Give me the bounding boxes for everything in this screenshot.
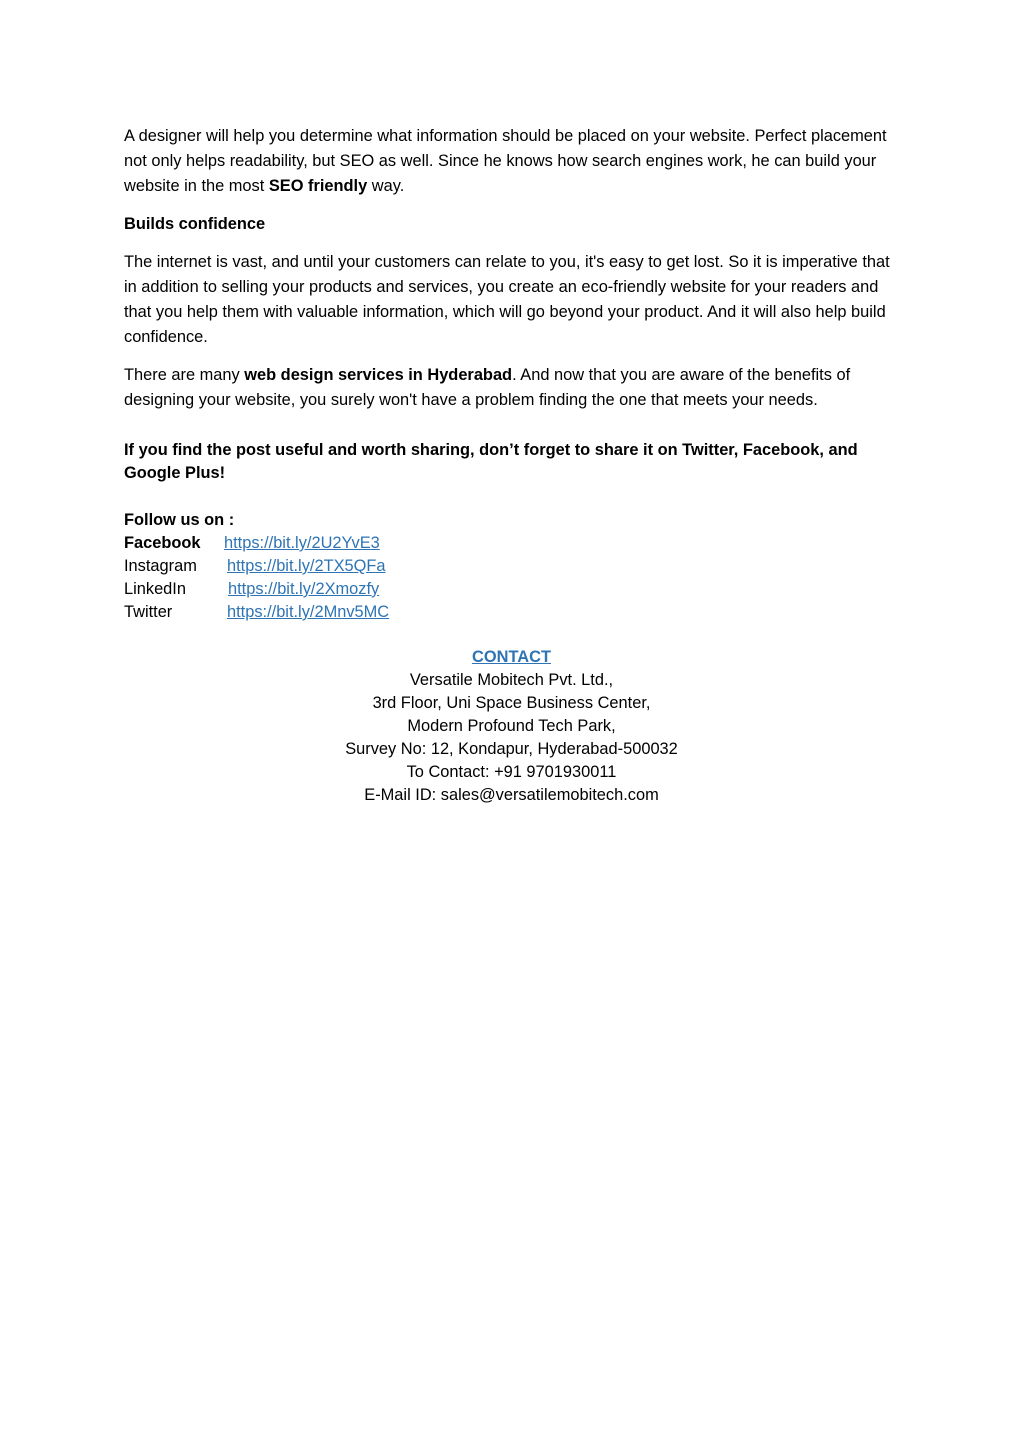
- services-bold-link-text: web design services in Hyderabad: [244, 366, 513, 384]
- social-row-linkedin: [124, 578, 899, 601]
- social-name-facebook: Facebook: [124, 534, 201, 552]
- social-link-facebook[interactable]: https://bit.ly/2U2YvE3: [224, 534, 380, 552]
- share-call-to-action: If you find the post useful and worth sharing, don’t forget to share it on Twitter, Facebook, and Google Plus!: [124, 441, 858, 482]
- document-body: [124, 124, 899, 624]
- contact-phone: To Contact: +91 9701930011: [406, 763, 617, 781]
- follow-heading: Follow us on :: [124, 511, 235, 529]
- intro-bold-seo: SEO friendly: [268, 177, 368, 195]
- confidence-paragraph: The internet is vast, and until your customers can relate to you, it's easy to get lost. So it is imperative that in addition to selling your products and services, you create an eco-friendly website for your readers and that you help them with valuable information, which will go beyond your product. And it will also help build confidence.: [124, 253, 890, 346]
- social-name-twitter: Twitter: [124, 603, 173, 621]
- services-text-after: . And now that you are aware of the benefits of designing your website, you surely won't have a problem finding the one that meets your needs.: [124, 366, 851, 409]
- social-link-instagram[interactable]: https://bit.ly/2TX5QFa: [227, 557, 386, 575]
- social-link-linkedin[interactable]: https://bit.ly/2Xmozfy: [228, 580, 380, 598]
- social-name-linkedin: LinkedIn: [124, 580, 186, 598]
- social-row-facebook: [124, 532, 899, 555]
- intro-text-after: way.: [367, 177, 405, 195]
- social-link-twitter[interactable]: https://bit.ly/2Mnv5MC: [227, 603, 390, 621]
- contact-email: E-Mail ID: sales@versatilemobitech.com: [364, 786, 659, 804]
- contact-title-link[interactable]: CONTACT: [472, 648, 551, 666]
- contact-company: Versatile Mobitech Pvt. Ltd.,: [409, 671, 614, 689]
- social-row-twitter: [124, 601, 899, 624]
- social-row-instagram: [124, 555, 899, 578]
- contact-address-survey: Survey No: 12, Kondapur, Hyderabad-500032: [345, 740, 678, 758]
- contact-block: [0, 646, 1023, 807]
- section-heading: Builds confidence: [124, 215, 266, 233]
- contact-address-floor: 3rd Floor, Uni Space Business Center,: [372, 694, 651, 712]
- social-name-instagram: Instagram: [124, 557, 197, 575]
- services-paragraph: [124, 363, 899, 413]
- intro-paragraph: [124, 124, 899, 199]
- services-text-before: There are many: [124, 366, 245, 384]
- intro-text-before: A designer will help you determine what information should be placed on your website. Perfect placement not only helps readability, but SEO as well. Since he knows how search engines work, he can build your website in the most: [124, 127, 887, 195]
- contact-address-park: Modern Profound Tech Park,: [407, 717, 616, 735]
